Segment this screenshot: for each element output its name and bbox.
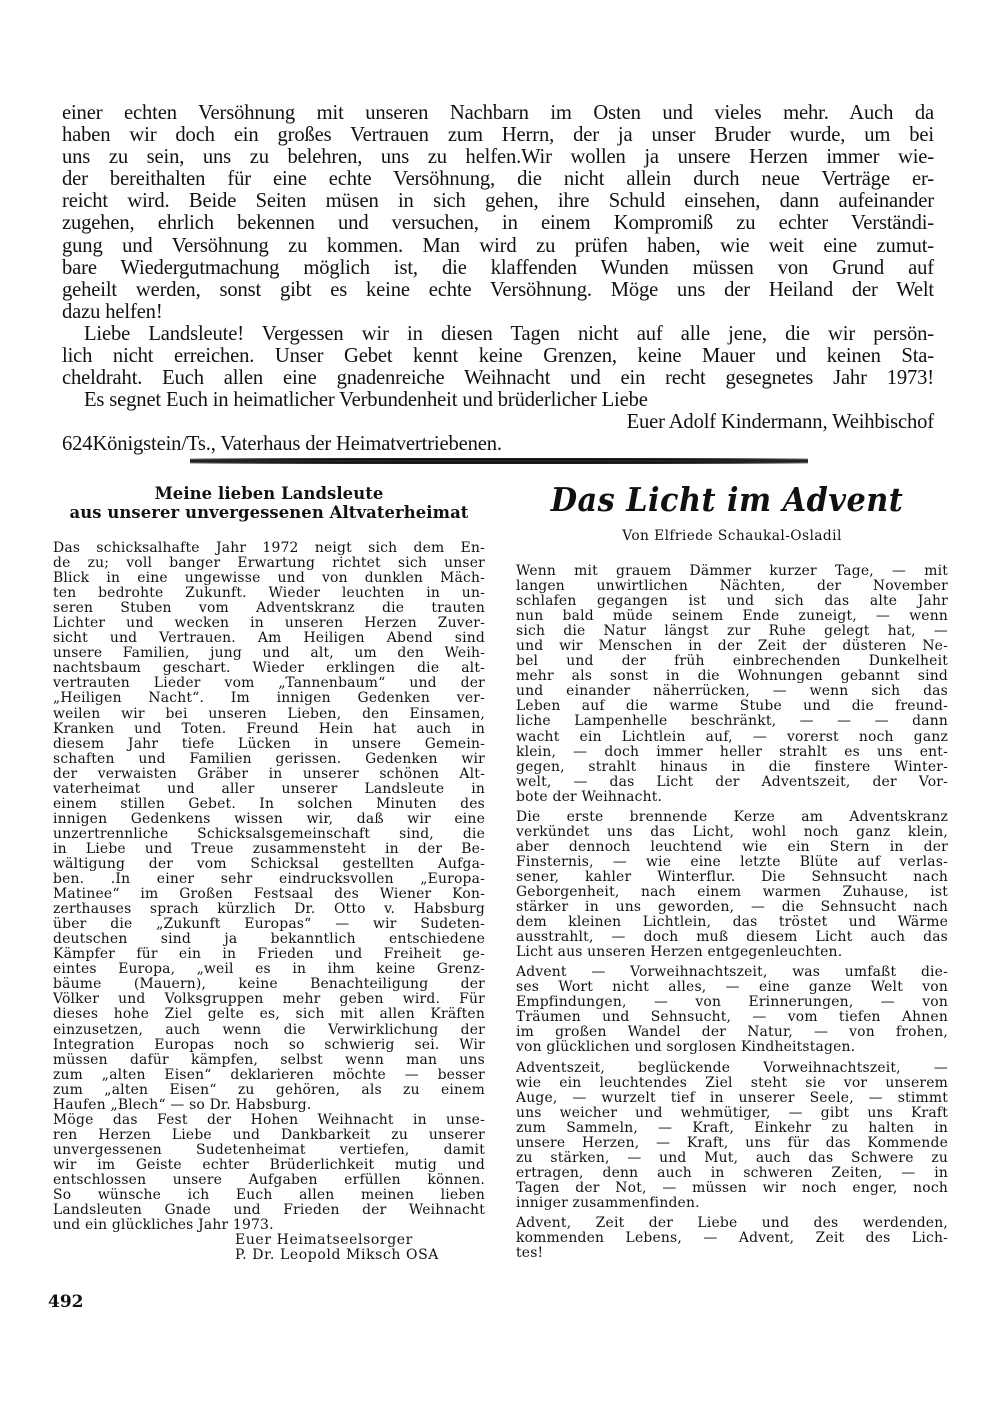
text-line: Licht aus unseren Herzen entgegenleuchten. [516, 944, 843, 961]
text-line: unvergessenen Sudetenheimat vertiefen, damit [53, 1141, 485, 1158]
text-line: Die erste brennende Kerze am Adventskranz [516, 808, 948, 825]
text-line: bote der Weihnacht. [516, 788, 663, 805]
text-line: einer echten Versöhnung mit unseren Nachbarn im Osten und vieles mehr. Auch da [62, 102, 934, 124]
text-line: cheldraht. Euch allen eine gnadenreiche Weihnacht und ein recht gesegnetes Jahr 1973! [62, 367, 934, 390]
text-line: Advent — Vorweihnachtszeit, was umfaßt die- [516, 964, 948, 981]
paragraph [516, 564, 948, 805]
text-line: Das schicksalhafte Jahr 1972 neigt sich dem En- [53, 540, 485, 556]
text-line: in Liebe und Treue zusammensteht in der Be- [53, 840, 485, 857]
text-line: ertragen, denn auch in schweren Zeiten, — in [516, 1164, 948, 1181]
text-line: nachtsbaum geschart. Wieder erklingen die alt- [53, 660, 485, 677]
text-line: geheilt werden, sonst gibt es keine echte Versöhnung. Möge uns der Heiland der Welt [62, 278, 934, 301]
text-line: So wünsche ich Euch allen meinen lieben [53, 1187, 485, 1204]
text-line: Landsleuten Gnade und Frieden der Weihnacht [53, 1202, 485, 1219]
title-line: Meine lieben Landsleute [154, 484, 384, 503]
text-line: liche Lampenhelle beschränkt, — — — dann [516, 713, 948, 730]
text-line: inniger zusammenfinden. [516, 1194, 700, 1211]
left-article [53, 484, 485, 1263]
text-line: aber dennoch leuchtend wie ein Stern in der [516, 838, 948, 855]
text-line: Träumen und Sehnsucht, — vom tiefen Ahnen [516, 1009, 948, 1026]
signature-line: Euer Heimatseelsorger [235, 1232, 413, 1249]
text-line: uns weicher und wehmütiger, — gibt uns Kraft [516, 1104, 948, 1121]
text-line: zerthauses sprach kürzlich Dr. Otto v. Habsburg [53, 901, 485, 918]
text-line: weilen wir bei unseren Lieben, den Einsamen, [53, 705, 485, 722]
text-line: schlafen gegangen ist und sich das alte Jahr [516, 593, 948, 610]
text-line: müssen dafür kämpfen, selbst wenn man uns [53, 1051, 485, 1068]
text-line: ben. .In einer sehr eindrucksvollen „Europa- [53, 871, 485, 888]
text-line: Völker und Volksgruppen mehr geben wird. Für [53, 991, 485, 1008]
text-line: mehr als sonst in die Wohnungen gebannt sind [516, 668, 948, 685]
text-line: Kämpfer für ein in Frieden und Freiheit ge- [53, 946, 485, 963]
text-line: welt, — das Licht der Adventszeit, der Vor- [516, 773, 948, 790]
text-line: uns zu sein, uns zu belehren, uns zu helfen.Wir wollen ja unsere Herzen immer wie- [62, 146, 934, 169]
text-line: unsere Familien, jung und alt, um den Weih- [53, 645, 485, 662]
text-line: reicht wird. Beide Seiten müsen in sich gehen, ihre Schuld einsehen, dann aufeinander [62, 190, 934, 213]
text-line: dem kleinen Lichtlein, das tröstet und Wärme [516, 914, 948, 931]
text-line: tes! [516, 1245, 544, 1262]
text-line: Haufen „Blech“ — so Dr. Habsburg. [53, 1096, 312, 1113]
byline: Von Elfriede Schaukal-Osladil [622, 528, 842, 544]
text-line: vaterheimat und aller unserer Landsleute in [53, 780, 485, 797]
text-line: sich die Natur längst zur Ruhe gelegt hat, — [516, 623, 948, 640]
text-line: dieses hohe Ziel gelte es, sich mit allen Kräften [53, 1006, 485, 1023]
text-line: und einander näherrücken, — wenn sich das [516, 683, 948, 700]
location-line: 624Königstein/Ts., Vaterhaus der Heimatvertriebenen. [62, 433, 502, 456]
title-line: aus unserer unvergessenen Altvaterheimat [69, 503, 469, 522]
text-line: sener, kahler Winterflur. Die Sehnsucht nach [516, 868, 948, 885]
text-line: Matinee“ im Großen Festsaal des Wiener Kon- [53, 886, 485, 903]
text-line: einem stillen Gebet. In solchen Minuten des [53, 795, 485, 812]
text-line: von glücklichen und sorglosen Kindheitstagen. [516, 1039, 856, 1056]
text-line: zum „alten Eisen“ zu gehören, als zu einem [53, 1081, 485, 1098]
text-line: klein, — doch immer heller strahlt es uns ent- [516, 743, 948, 760]
signature: Euer Adolf Kindermann, Weihbischof [626, 411, 934, 434]
text-line: gegen, strahlt hinaus in die finstere Winter- [516, 758, 948, 775]
text-line: zugehen, ehrlich bekennen und versuchen, in einem Kompromiß zu echter Verständi- [62, 212, 934, 235]
text-line: ausstrahlt, — doch muß diesem Licht auch das [516, 929, 948, 946]
text-line: Blick in eine ungewisse und von dunklen Mäch- [53, 570, 485, 587]
text-line: eintes Europa, „weil es in ihm keine Grenz- [53, 961, 485, 978]
text-line: Möge das Fest der Hohen Weihnacht in unse- [53, 1111, 485, 1128]
text-line: Lichter und wecken in unseren Herzen Zuver- [53, 615, 485, 632]
text-line: Advent, Zeit der Liebe und des werdenden, [516, 1214, 948, 1231]
text-line: im großen Wandel der Natur, — von frohen, [516, 1024, 948, 1041]
text-line: vertrauten Lieder vom „Tannenbaum“ und der [53, 675, 485, 692]
text-line: Wenn mit grauem Dämmer kurzer Tage, — mit [516, 563, 948, 579]
text-line: wacht ein Lichtlein auf, — vorerst noch ganz [516, 728, 948, 745]
text-line: innigen Gedenkens wissen wir, daß wir eine [53, 810, 485, 827]
paragraph [516, 965, 948, 1055]
text-line: Leben auf die warme Stube und die freund- [516, 698, 948, 715]
article-title [53, 484, 485, 522]
text-line: der bereithalten für eine echte Versöhnung, die nicht allein durch neue Verträge er- [62, 168, 934, 191]
text-line: schaften und Familien gerissen. Gedenken wir [53, 750, 485, 767]
text-line: zum „alten Eisen“ deklarieren möchte — besser [53, 1066, 485, 1083]
text-line: „Heiligen Nacht“. Im innigen Gedenken ver- [53, 690, 485, 707]
text-line: de zu; voll banger Erwartung richtet sich unser [53, 555, 485, 572]
text-line: Integration Europas noch so schwierig sei. Wir [53, 1036, 485, 1053]
paragraph [516, 810, 948, 960]
text-line: Empfindungen, — von Erinnerungen, — von [516, 994, 948, 1011]
text-line: Kranken und Toten. Freund Hein hat auch in [53, 720, 485, 737]
text-line: zum Sammeln, — Kraft, Einkehr zu halten in [516, 1119, 948, 1136]
text-line: Adventszeit, beglückende Vorweihnachtszeit, — [516, 1059, 948, 1076]
text-line: deutschen sind ja bekanntlich entschiedene [53, 931, 485, 948]
text-line: Es segnet Euch in heimatlicher Verbundenheit und brüderlicher Liebe [84, 389, 648, 412]
text-line: der verwaisten Gräber in unserer schönen Alt- [53, 765, 485, 782]
signature-line: P. Dr. Leopold Miksch OSA [235, 1247, 440, 1264]
text-line: Finsternis, — wie eine letzte Blüte auf verlas- [516, 853, 948, 870]
text-line: wie ein leuchtendes Ziel steht sie vor unserem [516, 1074, 948, 1091]
text-line: ten bedrohte Zukunft. Wieder leuchten in un- [53, 585, 485, 602]
signature-block [235, 1233, 485, 1263]
page-number: 492 [48, 1292, 84, 1312]
article-body [53, 541, 485, 1233]
section-divider-line [190, 460, 808, 462]
text-line: diesem Jahr tiefe Lücken in unsere Gemein- [53, 735, 485, 752]
right-article [516, 480, 948, 1261]
text-line: ren Herzen Liebe und Dankbarkeit zu unserer [53, 1126, 485, 1143]
text-line: verkündet uns das Licht, wohl noch ganz klein, [516, 823, 948, 840]
text-line: kommenden Lebens, — Advent, Zeit des Lich- [516, 1230, 948, 1247]
text-line: wältigung der vom Schicksal gestellten Aufga- [53, 855, 485, 872]
paragraph [516, 1061, 948, 1211]
text-line: Auge, — wurzelt tief in unserer Seele, — stimmt [516, 1089, 948, 1106]
text-line: über die „Zukunft Europas“ — wir Sudeten- [53, 916, 485, 933]
text-line: einzusetzen, auch wenn die Verwirklichung der [53, 1021, 485, 1038]
paragraph [516, 1216, 948, 1261]
text-line: unzertrennliche Schicksalsgemeinschaft sind, die [53, 825, 485, 842]
text-line: gung und Versöhnung zu kommen. Man wird zu prüfen haben, wie weit eine zumut- [62, 234, 934, 257]
text-line: entschlossen unsere Aufgaben erfüllen können. [53, 1171, 485, 1188]
text-line: bäume (Mauern), keine Benachteiligung der [53, 976, 485, 993]
top-article-continuation [62, 102, 934, 456]
text-line: dazu helfen! [62, 300, 163, 323]
text-line: und ein glückliches Jahr 1973. [53, 1217, 274, 1234]
text-line: lich nicht erreichen. Unser Gebet kennt keine Grenzen, keine Mauer und keinen Sta- [62, 345, 934, 368]
text-line: langen unwirtlichen Nächten, der November [516, 578, 948, 595]
text-line: stärker in uns geworden, — die Sehnsucht nach [516, 899, 948, 916]
text-line: und wir Menschen in der Zeit der düsteren Ne- [516, 638, 948, 655]
text-line: bare Wiedergutmachung möglich ist, die klaffenden Wunden müssen von Grund auf [62, 256, 934, 279]
article-title: Das Licht im Advent [550, 480, 904, 519]
text-line: seren Stuben vom Adventskranz die trauten [53, 600, 485, 617]
text-line: zu stärken, — und Mut, auch das Schwere zu [516, 1149, 948, 1166]
text-line: haben wir doch ein großes Vertrauen zum Herrn, der ja unser Bruder wurde, um bei [62, 124, 934, 147]
text-line: unsere Herzen, — Kraft, uns für das Kommende [516, 1134, 948, 1151]
text-line: Liebe Landsleute! Vergessen wir in diesen Tagen nicht auf alle jene, die wir persön- [84, 322, 934, 345]
text-line: bel und der früh einbrechenden Dunkelheit [516, 653, 948, 670]
text-line: sicht und Vertrauen. Am Heiligen Abend sind [53, 630, 485, 647]
text-line: Geborgenheit, nach einem warmen Zuhause, ist [516, 883, 948, 900]
text-line: nun bald müde seinem Ende zuneigt, — wenn [516, 608, 948, 625]
text-line: ses Wort nicht alles, — eine ganze Welt von [516, 979, 948, 996]
article-body [516, 564, 948, 1261]
text-line: Tagen der Not, — müssen wir noch enger, noch [516, 1179, 948, 1196]
text-line: wir im Geiste echter Brüderlichkeit mutig und [53, 1156, 485, 1173]
